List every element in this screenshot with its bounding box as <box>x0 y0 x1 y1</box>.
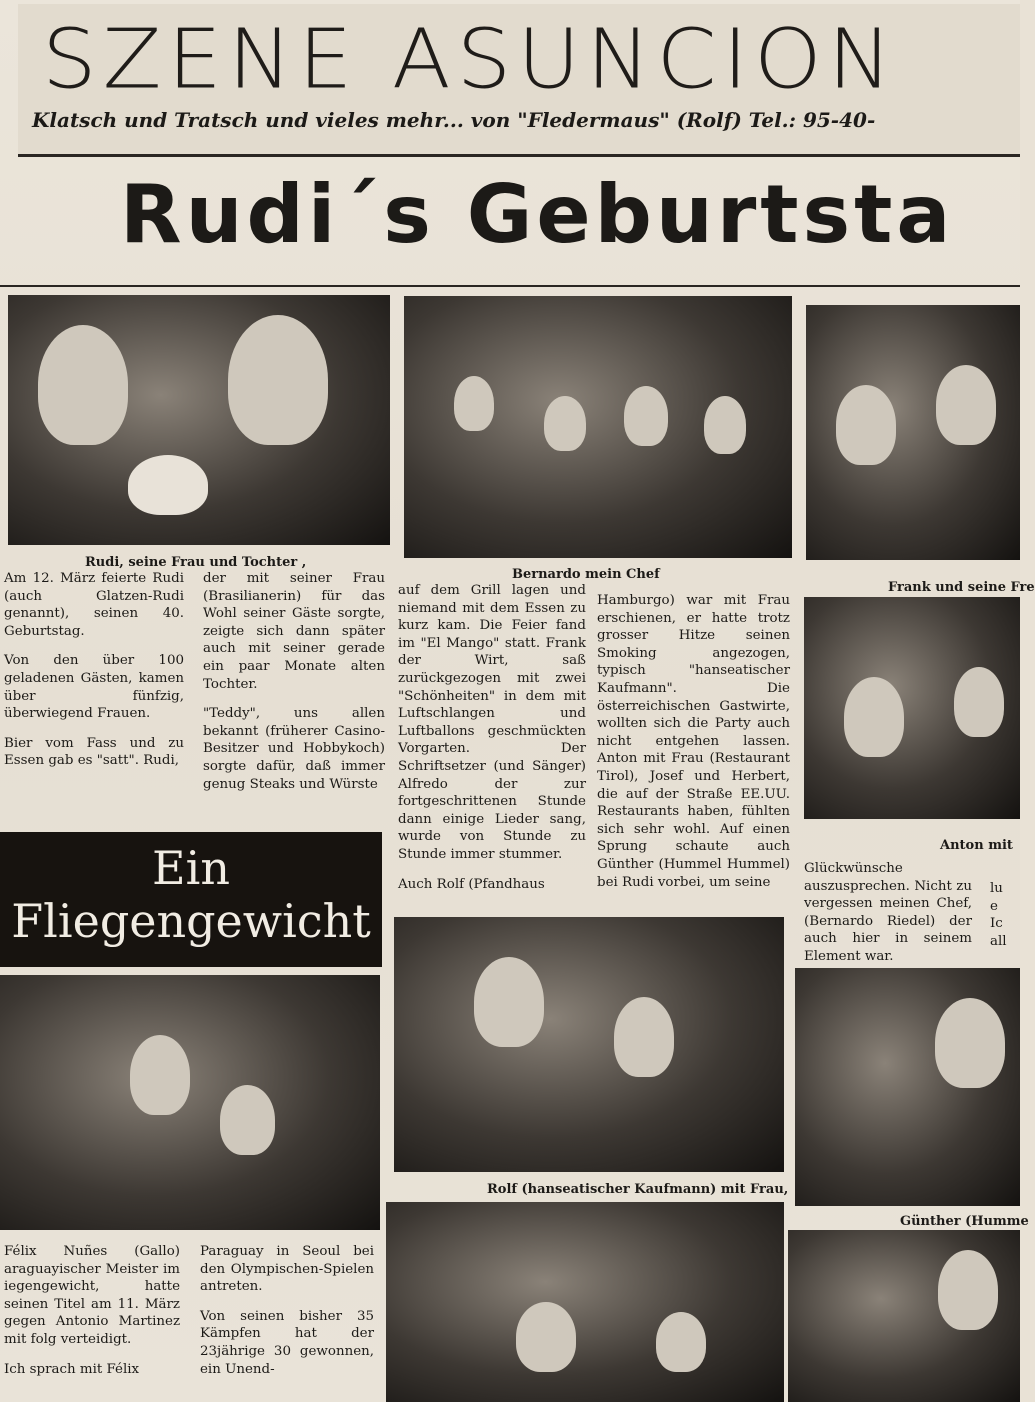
photo-rolf <box>394 917 784 1172</box>
article-paragraph: Am 12. März feierte Rudi (auch Glatzen-Rudi genannt), seinen 40. Geburtstag. <box>4 571 184 639</box>
article-column-5 <box>804 860 972 978</box>
article-paragraph: Paraguay in Seoul bei den Olympischen-Spielen antreten. <box>200 1244 374 1295</box>
photo-rudi-family <box>8 295 390 545</box>
article-paragraph: "Teddy", uns allen bekannt (früherer Casino-Besitzer und Hobbykoch) sorgte dafür, daß immer genug Steaks und Würste <box>203 706 385 792</box>
article-paragraph: Glückwünsche auszusprechen. Nicht zu vergessen meinen Chef, (Bernardo Riedel) der auch hier in seinem Element war. <box>804 861 972 964</box>
caption-frank: Frank und seine Fre <box>888 580 1035 595</box>
masthead-title: SZENE ASUNCION <box>42 12 898 108</box>
photo-anton <box>804 597 1020 819</box>
article-paragraph: der mit seiner Frau (Brasilianerin) für das Wohl seiner Gäste sorgte, zeigte sich dann später auch mit seiner gerade ein paar Monate alten Tochter. <box>203 571 385 692</box>
article-column-2 <box>203 570 385 805</box>
article-fragment: lu <box>990 881 1003 896</box>
caption-guenther: Günther (Humme <box>900 1214 1029 1229</box>
headline: Rudi´s Geburtsta <box>120 168 955 261</box>
second-column-2 <box>200 1243 374 1390</box>
masthead <box>18 4 1020 157</box>
article-paragraph: Bier vom Fass und zu Essen gab es "satt". Rudi, <box>4 735 184 769</box>
photo-bottom-right <box>788 1230 1020 1402</box>
article-paragraph: Von den über 100 geladenen Gästen, kamen über fünfzig, überwiegend Frauen. <box>4 653 184 722</box>
article-paragraph: Auch Rolf (Pfandhaus <box>398 876 545 892</box>
caption-bernardo: Bernardo mein Chef <box>512 567 660 582</box>
article-column-1 <box>4 570 184 782</box>
caption-rudi-family: Rudi, seine Frau und Tochter , <box>85 555 307 570</box>
article-column-3 <box>398 582 586 905</box>
caption-anton: Anton mit <box>940 838 1013 853</box>
article-column-6 <box>990 880 1020 950</box>
article-fragment: Ic <box>990 916 1003 932</box>
article-fragment: e <box>990 898 998 914</box>
second-title-line-1: Ein <box>152 841 230 895</box>
photo-singers <box>386 1202 784 1402</box>
article-paragraph: Von seinen bisher 35 Kämpfen hat der 23jährige 30 gewonnen, ein Unend- <box>200 1308 374 1377</box>
article-column-4 <box>597 592 790 903</box>
photo-frank <box>806 305 1020 560</box>
article-paragraph: auf dem Grill lagen und niemand mit dem Essen zu kurz kam. Die Feier fand im "El Mango" statt. Frank der Wirt, saß zurückgezogen mit zwei "Schönheiten" in dem mit Luftschlangen und Luftballons geschmückten Vorgarten. Der Schriftsetzer (und Sänger) Alfredo der zur fortgeschrittenen Stunde dann einige Lieder sang, wurde von Stunde zu Stunde immer stummer. <box>398 583 586 862</box>
article-paragraph: Hamburgo) war mit Frau erschienen, er hatte trotz grosser Hitze seinen Smoking angezogen, typisch "hanseatischer Kaufmann". Die österreichischen Gastwirte, wollten sich die Party auch nicht entgehen lassen. Anton mit Frau (Restaurant Tirol), Josef und Herbert, die auf der Straße EE.UU. Restaurants haben, fühlten sich sehr wohl. Auf einen Sprung schaute auch Günther (Hummel Hummel) bei Rudi vorbei, um seine <box>597 593 790 890</box>
second-title-line-2: Fliegengewicht <box>11 894 371 948</box>
caption-rolf: Rolf (hanseatischer Kaufmann) mit Frau, <box>487 1182 789 1197</box>
second-article-title <box>0 842 382 948</box>
photo-boxer <box>0 975 380 1230</box>
article-paragraph: Félix Nuñes (Gallo) araguayischer Meister im iegengewicht, hatte seinen Titel am 11. März gegen Antonio Martinez mit folg verteidigt. <box>4 1244 180 1347</box>
photo-party-group <box>404 296 792 558</box>
article-fragment: all <box>990 933 1007 949</box>
masthead-subtitle: Klatsch und Tratsch und vieles mehr... von "Fledermaus" (Rolf) Tel.: 95-40- <box>32 108 876 132</box>
second-column-1 <box>4 1243 180 1390</box>
article-paragraph: Ich sprach mit Félix <box>4 1361 140 1377</box>
photo-guenther <box>795 968 1020 1206</box>
